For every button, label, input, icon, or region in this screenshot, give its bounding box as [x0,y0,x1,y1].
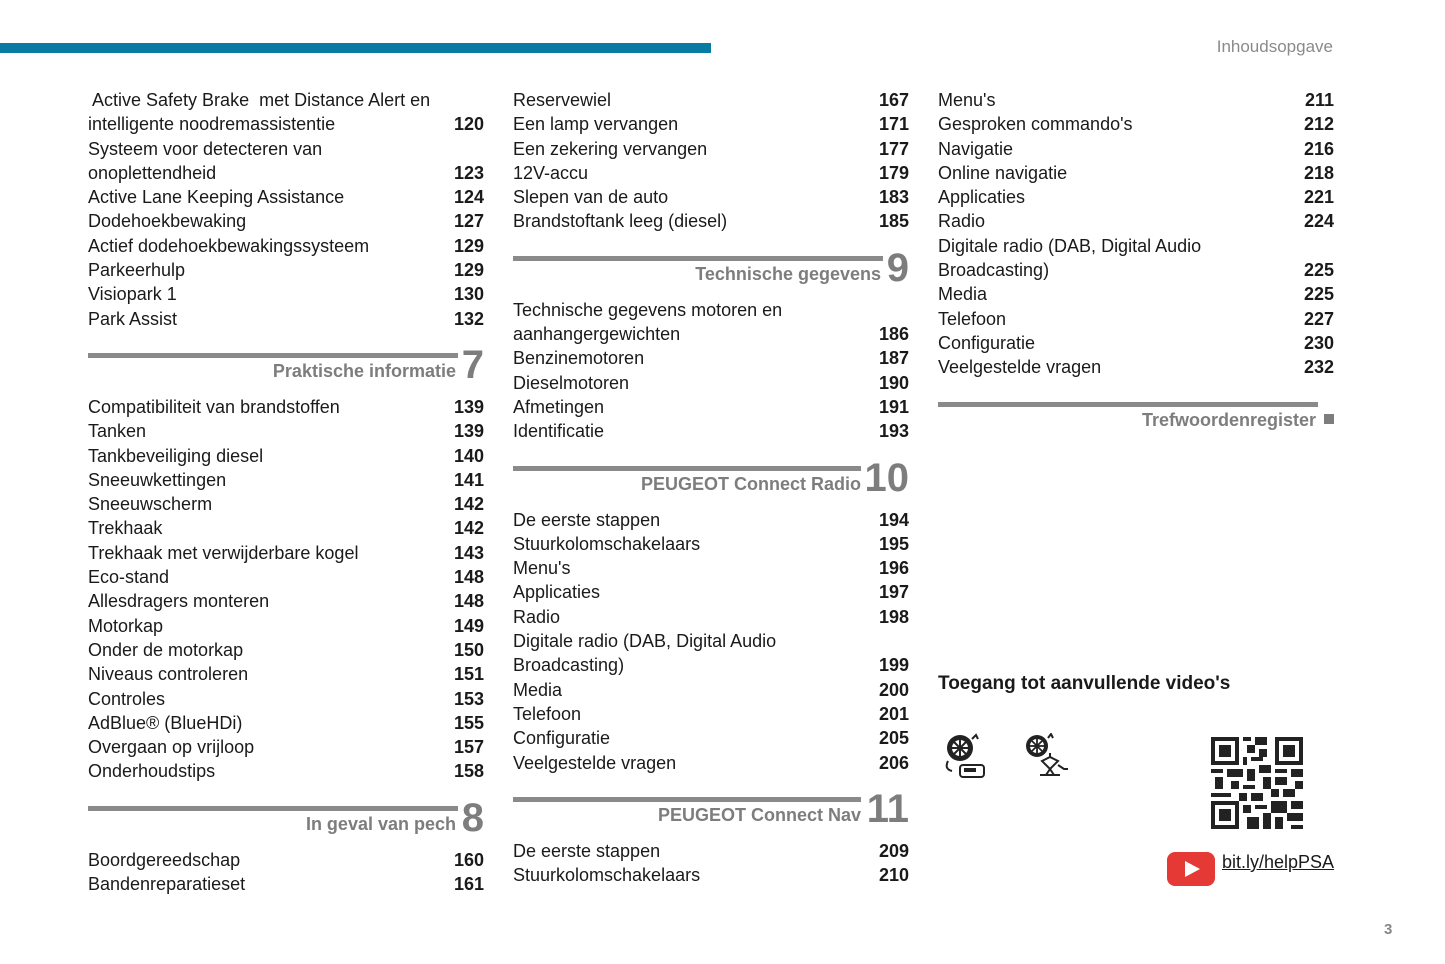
toc-entry-page: 232 [1303,357,1334,378]
toc-entry-page: 199 [878,655,909,676]
toc-entry[interactable] [938,185,1334,209]
toc-entry-page: 209 [878,840,909,861]
toc-entry-title: De eerste stappen [513,840,661,861]
toc-entry-title: onoplettendheid [88,162,217,183]
toc-entry-page: 187 [878,348,909,369]
toc-entry-page: 171 [878,114,909,135]
toc-entry-title: Sneeuwkettingen [88,469,227,490]
toc-entry-page: 160 [453,849,484,870]
toc-entry-page: 124 [453,187,484,208]
section-title: PEUGEOT Connect Nav [657,804,861,825]
toc-entry[interactable] [513,508,909,532]
toc-entry[interactable] [938,234,1334,258]
toc-entry-page: 227 [1303,308,1334,329]
toc-entry-page: 210 [878,865,909,886]
toc-entry-page: 148 [453,591,484,612]
toc-entry-title: Een lamp vervangen [513,114,679,135]
toc-entry-title: Broadcasting) [513,655,625,676]
toc-entry[interactable] [88,759,484,783]
section-rule [513,466,861,471]
toc-entry[interactable] [938,161,1334,185]
section-header-9[interactable] [513,246,909,298]
toc-entry[interactable] [513,532,909,556]
section-rule [88,353,458,358]
toc-entry[interactable] [88,735,484,759]
header-accent-bar [0,43,711,53]
toc-entry-title: Applicaties [513,582,601,603]
toc-entry[interactable] [513,839,909,863]
video-link[interactable]: bit.ly/helpPSA [1222,852,1335,872]
toc-entry[interactable] [88,419,484,443]
page-title: Inhoudsopgave [1216,37,1333,56]
toc-entry-page: 193 [878,421,909,442]
toc-entry-page: 230 [1303,332,1334,353]
toc-entry-title: Dieselmotoren [513,372,630,393]
toc-entry-page: 196 [878,558,909,579]
toc-entry[interactable] [88,589,484,613]
toc-entry-page: 158 [453,761,484,782]
toc-entry[interactable] [88,395,484,419]
toc-entry[interactable] [513,346,909,370]
toc-entry-title: Active Safety Brake met Distance Alert en [88,90,431,110]
entry-group [88,395,484,784]
toc-entry-title: Media [513,679,563,700]
toc-entry-title: Menu's [513,558,571,579]
section-title: PEUGEOT Connect Radio [640,473,861,494]
toc-entry-title: Online navigatie [938,162,1068,183]
toc-entry-title: Visiopark 1 [88,284,177,305]
toc-entry-title: Systeem voor detecteren van [88,138,323,159]
square-marker-icon [1324,414,1334,424]
toc-entry[interactable] [88,662,484,686]
toc-entry[interactable] [88,872,484,896]
toc-entry-page: 191 [878,396,909,417]
toc-entry[interactable] [938,355,1334,379]
section-header-8[interactable] [88,796,484,848]
toc-entry-page: 201 [878,703,909,724]
toc-entry[interactable] [938,331,1334,355]
toc-entry-title: Afmetingen [513,396,605,417]
toc-entry-page: 151 [453,664,484,685]
section-header-10[interactable] [513,456,909,508]
toc-entry-title: Identificatie [513,421,605,442]
toc-entry[interactable] [513,653,909,677]
toc-entry[interactable] [513,863,909,887]
toc-entry-page: 132 [453,308,484,329]
toc-entry[interactable] [88,711,484,735]
toc-entry-title: Telefoon [938,308,1007,329]
toc-entry-page: 206 [878,752,909,773]
toc-entry[interactable] [513,112,909,136]
toc-entry-title: Compatibiliteit van brandstoffen [88,396,340,417]
section-number: 8 [461,795,484,840]
toc-entry-page: 218 [1303,162,1334,183]
toc-entry-title: Menu's [938,90,996,110]
section-header-11[interactable] [513,787,909,839]
toc-entry-title: Broadcasting) [938,260,1050,281]
toc-entry-title: Allesdragers monteren [88,591,270,612]
entry-group [88,848,484,897]
toc-entry-title: Digitale radio (DAB, Digital Audio [513,631,777,652]
toc-entry[interactable] [88,258,484,282]
toc-entry-title: Stuurkolomschakelaars [513,865,701,886]
toc-entry-page: 129 [453,235,484,256]
toc-entry-page: 212 [1303,114,1334,135]
toc-entry[interactable] [88,282,484,306]
toc-entry-title: Onderhoudstips [88,761,216,782]
toc-entry-title: Reservewiel [513,90,612,110]
toc-entry[interactable] [513,371,909,395]
toc-entry[interactable] [513,580,909,604]
toc-entry-page: 200 [878,679,909,700]
toc-entry[interactable] [88,185,484,209]
toc-entry-title: Applicaties [938,187,1026,208]
toc-entry[interactable] [88,516,484,540]
toc-entry-page: 183 [878,187,909,208]
toc-entry[interactable] [938,112,1334,136]
entry-group [88,88,484,331]
toc-entry[interactable] [88,161,484,185]
toc-entry-page: 139 [453,421,484,442]
toc-entry-title: Park Assist [88,308,178,329]
section-title: Praktische informatie [272,360,456,381]
section-title: In geval van pech [305,813,456,834]
toc-entry-page: 155 [453,712,484,733]
section-rule [88,806,458,811]
toc-entry-title: aanhangergewichten [513,324,681,345]
section-header-index[interactable] [938,392,1334,444]
entry-group [513,88,909,234]
toc-entry[interactable] [88,112,484,136]
toc-entry-page: 179 [878,162,909,183]
section-header-7[interactable] [88,343,484,395]
toc-entry-title: Overgaan op vrijloop [88,737,255,758]
toc-entry-page: 142 [453,494,484,515]
toc-entry-title: Digitale radio (DAB, Digital Audio [938,235,1202,256]
toc-entry-page: 141 [453,469,484,490]
toc-entry[interactable] [513,322,909,346]
toc-entry[interactable] [88,848,484,872]
section-number: 11 [866,786,909,831]
toc-entry-title: Onder de motorkap [88,639,244,660]
toc-entry-title: Dodehoekbewaking [88,211,247,232]
toc-entry-page: 221 [1303,187,1334,208]
toc-entry-title: Eco-stand [88,567,170,588]
toc-entry-title: Benzinemotoren [513,348,645,369]
toc-entry-title: Brandstoftank leeg (diesel) [513,211,728,232]
toc-entry-title: Active Lane Keeping Assistance [88,187,345,208]
toc-entry-title: Bandenreparatieset [88,874,246,895]
toc-column-3 [938,88,1334,444]
toc-entry[interactable] [513,702,909,726]
toc-entry[interactable] [88,638,484,662]
toc-entry-title: Controles [88,688,166,709]
toc-entry-page: 127 [453,211,484,232]
toc-entry-title: Media [938,284,988,305]
toc-entry-title: Tankbeveiliging diesel [88,445,264,466]
toc-entry-page: 224 [1303,211,1334,232]
tyre-repair-kit-icon[interactable] [942,733,988,781]
toc-entry-page: 225 [1303,260,1334,281]
toc-entry[interactable] [938,307,1334,331]
toc-entry-page: 186 [878,324,909,345]
section-number: 9 [886,245,909,290]
toc-entry[interactable] [88,209,484,233]
toc-entry[interactable] [88,234,484,258]
toc-entry-title: Technische gegevens motoren en [513,299,783,320]
toc-entry[interactable] [938,209,1334,233]
toc-entry-title: Radio [513,606,561,627]
toc-entry-page: 153 [453,688,484,709]
toc-entry[interactable] [938,88,1334,112]
toc-entry-title: Motorkap [88,615,164,636]
toc-entry[interactable] [513,88,909,112]
videos-heading: Toegang tot aanvullende video's [938,673,1231,694]
toc-entry[interactable] [513,395,909,419]
toc-entry[interactable] [513,726,909,750]
section-number: 10 [864,455,909,500]
toc-entry-page: 195 [878,533,909,554]
toc-entry-title: Radio [938,211,986,232]
toc-entry-page: 130 [453,284,484,305]
toc-entry[interactable] [88,541,484,565]
toc-entry-title: Actief dodehoekbewakingssysteem [88,235,370,256]
toc-entry-page: 177 [878,138,909,159]
toc-entry-title: Sneeuwscherm [88,494,213,515]
toc-entry-title: Trekhaak [88,518,163,539]
entry-group [513,298,909,444]
page-number: 3 [1384,921,1393,938]
qr-code[interactable] [1211,737,1303,829]
toc-entry-page: 205 [878,728,909,749]
toc-column-2 [513,88,909,887]
toc-entry-title: Boordgereedschap [88,849,241,870]
toc-entry[interactable] [513,751,909,775]
toc-entry-page: 148 [453,567,484,588]
toc-entry-title: Slepen van de auto [513,187,669,208]
toc-entry-page: 198 [878,606,909,627]
toc-entry[interactable] [88,88,484,112]
toc-entry-page: 120 [453,114,484,135]
toc-entry-title: Parkeerhulp [88,260,186,281]
toc-entry-page: 211 [1304,90,1334,110]
toc-entry[interactable] [513,298,909,322]
section-rule [513,797,861,802]
toc-entry-title: Veelgestelde vragen [513,752,677,773]
toc-entry[interactable] [938,258,1334,282]
toc-entry-page: 190 [878,372,909,393]
toc-entry[interactable] [88,468,484,492]
toc-entry[interactable] [938,137,1334,161]
entry-group [938,88,1334,380]
toc-entry-page: 143 [453,542,484,563]
toc-entry-page: 142 [453,518,484,539]
toc-entry-page: 123 [453,162,484,183]
toc-entry[interactable] [513,161,909,185]
toc-entry-title: Een zekering vervangen [513,138,708,159]
section-number: 7 [461,342,484,387]
toc-entry-title: Veelgestelde vragen [938,357,1102,378]
toc-entry[interactable] [513,209,909,233]
toc-entry-title: Telefoon [513,703,582,724]
toc-entry[interactable] [88,137,484,161]
toc-entry[interactable] [88,444,484,468]
toc-entry-page: 149 [453,615,484,636]
section-title: Trefwoordenregister [1141,409,1316,430]
toc-entry-title: Tanken [88,421,147,442]
toc-entry-page: 129 [453,260,484,281]
toc-entry[interactable] [88,492,484,516]
toc-entry-page: 140 [453,445,484,466]
toc-entry[interactable] [938,282,1334,306]
toc-entry-title: Stuurkolomschakelaars [513,533,701,554]
toc-entry-title: intelligente noodremassistentie [88,114,336,135]
toc-entry[interactable] [513,185,909,209]
entry-group [513,508,909,775]
toc-entry-page: 194 [878,509,909,530]
section-rule [938,402,1318,407]
toc-entry[interactable] [513,629,909,653]
spare-wheel-jack-icon[interactable] [1020,733,1072,781]
youtube-icon[interactable] [1167,852,1215,886]
section-rule [513,256,883,261]
toc-entry-title: Navigatie [938,138,1014,159]
toc-entry[interactable] [513,556,909,580]
toc-entry[interactable] [88,687,484,711]
toc-entry[interactable] [513,605,909,629]
toc-entry-page: 185 [878,211,909,232]
toc-entry-page: 197 [878,582,909,603]
toc-entry-title: Trekhaak met verwijderbare kogel [88,542,359,563]
toc-entry[interactable] [513,419,909,443]
toc-entry-page: 216 [1303,138,1334,159]
toc-entry-title: 12V-accu [513,162,589,183]
toc-entry-page: 161 [453,874,484,895]
toc-entry-title: Gesproken commando's [938,114,1133,135]
toc-entry[interactable] [513,678,909,702]
toc-entry-title: Configuratie [938,332,1036,353]
toc-entry-page: 139 [453,396,484,417]
toc-entry-page: 225 [1303,284,1334,305]
toc-column-1 [88,88,484,896]
toc-entry[interactable] [88,614,484,638]
toc-entry[interactable] [513,137,909,161]
toc-entry[interactable] [88,565,484,589]
toc-entry-title: De eerste stappen [513,509,661,530]
toc-entry-page: 150 [453,639,484,660]
section-title: Technische gegevens [695,263,881,284]
toc-entry-page: 157 [453,737,484,758]
toc-entry-title: Niveaus controleren [88,664,249,685]
toc-entry-title: AdBlue® (BlueHDi) [88,712,243,733]
toc-entry-page: 167 [878,90,909,110]
entry-group [513,839,909,888]
toc-entry[interactable] [88,307,484,331]
toc-entry-title: Configuratie [513,728,611,749]
